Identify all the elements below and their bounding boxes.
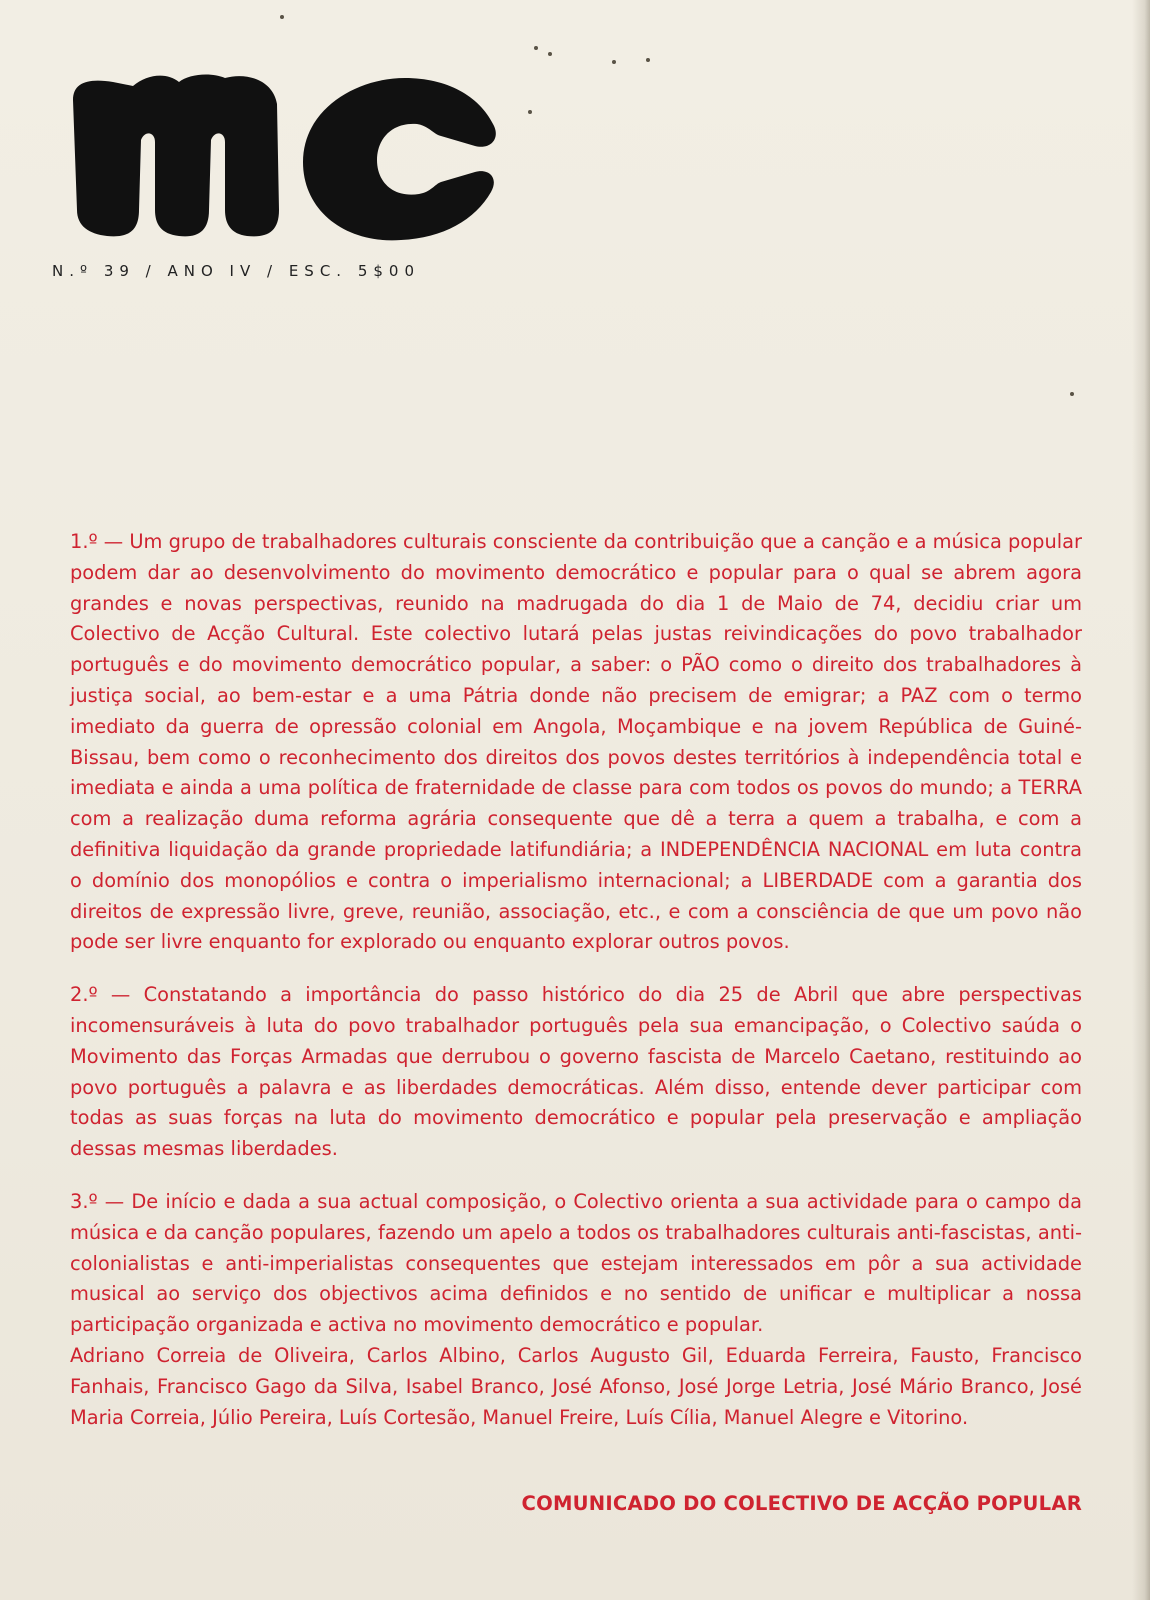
paper-speck xyxy=(548,52,552,56)
mc-logo xyxy=(55,60,515,245)
paragraph-1: 1.º — Um grupo de trabalhadores culturais consciente da contribuição que a canção e a música popular podem dar ao desenvolvimento do movimento democrático e popular para o qual se abrem agora grandes e novas perspectivas, reunido na madrugada do dia 1 de Maio de 74, decidiu criar um Colectivo de Acção Cultural. Este colectivo lutará pelas justas reivindicações do povo trabalhador português e do movimento democrático popular, a saber: o PÃO como o direito dos trabalhadores à justiça social, ao bem-estar e a uma Pátria donde não precisem de emigrar; a PAZ com o termo imediato da guerra de opressão colonial em Angola, Moçambique e na jovem República de Guiné-Bissau, bem como o reconhecimento dos direitos dos povos destes territórios à independência total e imediata e ainda a uma política de fraternidade de classe para com todos os povos do mundo; a TERRA com a realização duma reforma agrária consequente que dê a terra a quem a trabalha, e com a definitiva liquidação da grande propriedade latifundiária; a INDEPENDÊNCIA NACIONAL em luta contra o domínio dos monopólios e contra o imperialismo internacional; a LIBERDADE com a garantia dos direitos de expressão livre, greve, reunião, associação, etc., e com a consciência de que um povo não pode ser livre enquanto for explorado ou enquanto explorar outros povos. xyxy=(70,530,1083,954)
page-edge-shadow xyxy=(1132,0,1150,1600)
issue-line: N.º 39 / ANO IV / ESC. 5$00 xyxy=(52,262,421,280)
paper-speck xyxy=(1070,392,1074,396)
paragraph-2: 2.º — Constatando a importância do passo histórico do dia 25 de Abril que abre perspectivas incomensuráveis à luta do povo trabalhador português pela sua emancipação, o Colectivo saúda o Movimento das Forças Armadas que derrubou o governo fascista de Marcelo Caetano, restituindo ao povo português a palavra e as liberdades democráticas. Além disso, entende dever participar com todas as suas forças na luta do movimento democrático e popular pela preservação e ampliação dessas mesmas liberdades. xyxy=(70,983,1082,1161)
paper-speck xyxy=(528,110,532,114)
paper-speck xyxy=(280,15,284,19)
signatories-list: Adriano Correia de Oliveira, Carlos Albino, Carlos Augusto Gil, Eduarda Ferreira, Fausto, Francisco Fanhais, Francisco Gago da Silva, Isabel Branco, José Afonso, José Jorge Letria, José Mário Branco, José Maria Correia, Júlio Pereira, Luís Cortesão, Manuel Freire, Luís Cília, Manuel Alegre e Vitorino. xyxy=(70,1343,1082,1429)
paper-speck xyxy=(612,60,616,64)
paragraph-3: 3.º — De início e dada a sua actual composição, o Colectivo orienta a sua actividade para o campo da música e da canção populares, fazendo um apelo a todos os trabalhadores culturais anti-fascistas, anti-colonialistas e anti-imperialistas consequentes que estejam interessados em pôr a sua actividade musical ao serviço dos objectivos acima definidos e no sentido de unificar e multiplicar a nossa participação organizada e activa no movimento democrático e popular. xyxy=(70,1189,1082,1337)
communique-body xyxy=(70,527,1082,1433)
communique-signature: COMUNICADO DO COLECTIVO DE ACÇÃO POPULAR xyxy=(521,1492,1082,1515)
paper-speck xyxy=(646,58,650,62)
paper-speck xyxy=(534,46,538,50)
